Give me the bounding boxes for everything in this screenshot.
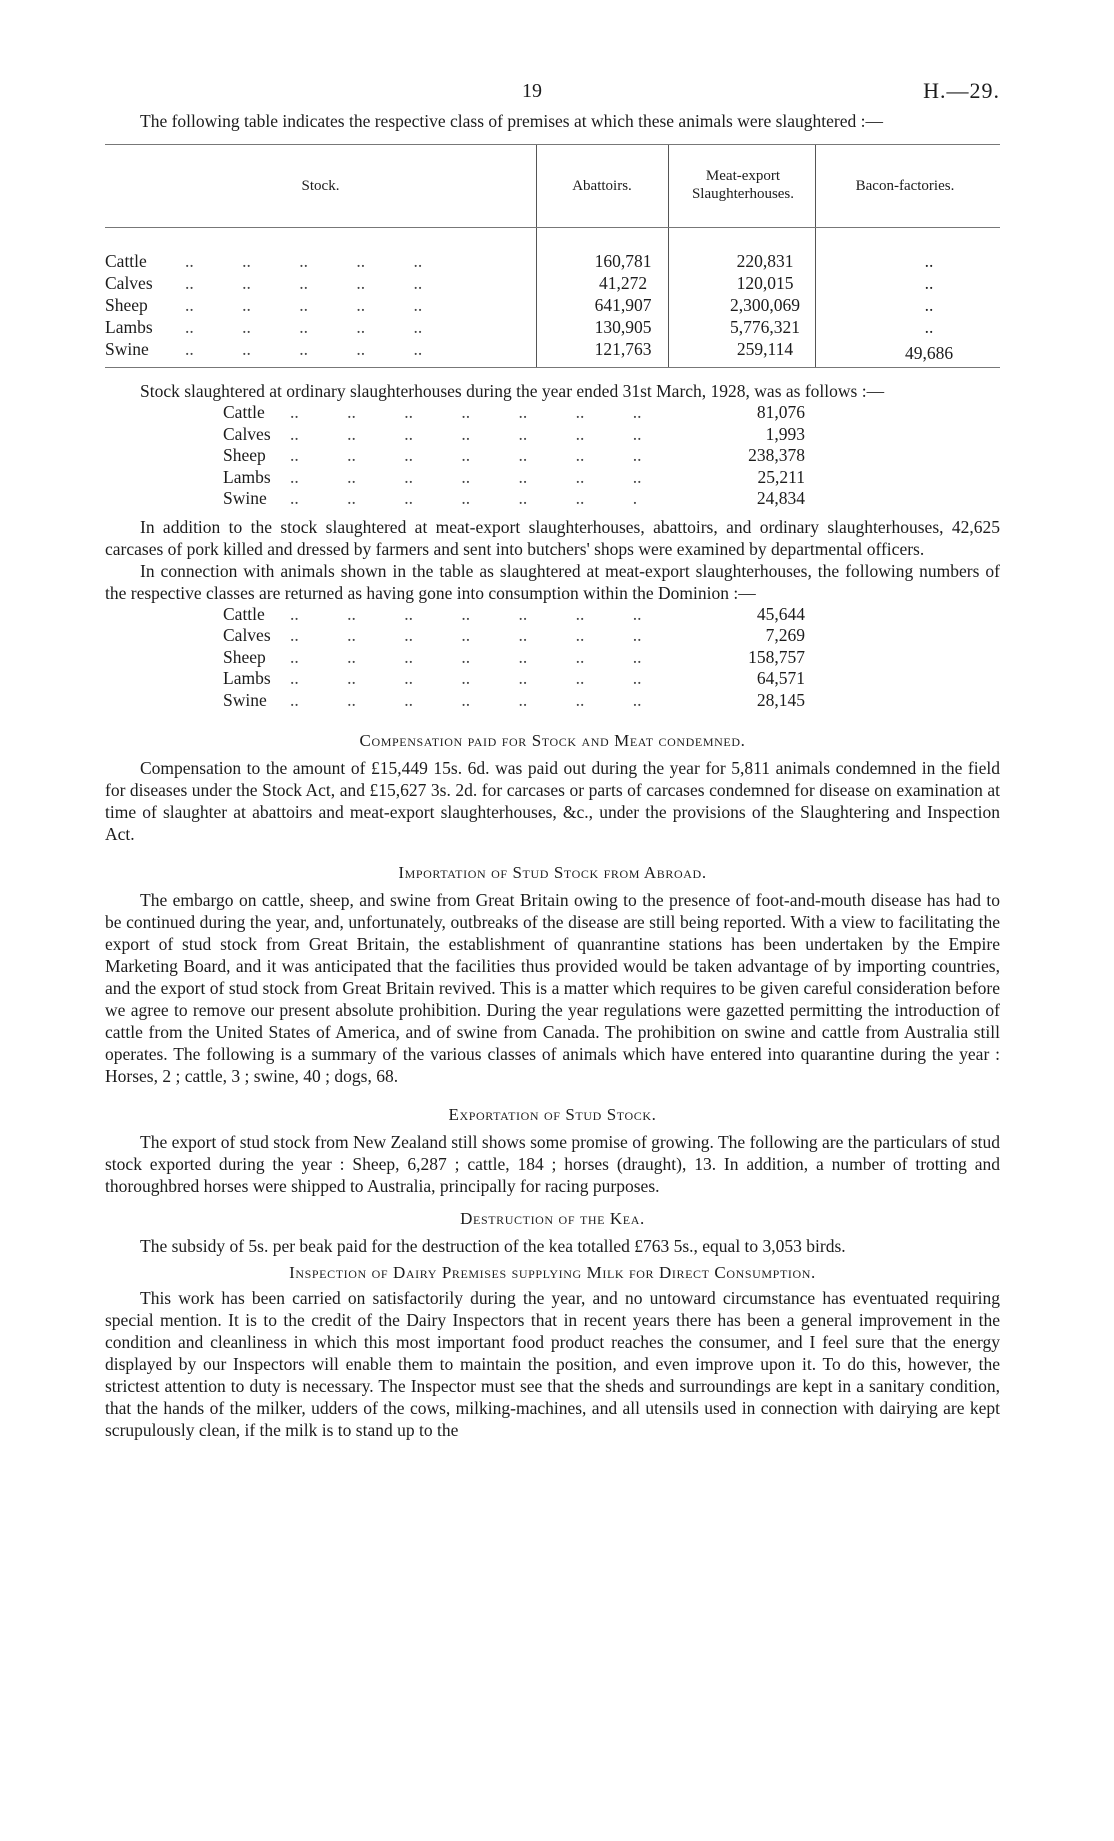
list-item: Cattle .. .. .. .. .. .. .. 45,644 <box>223 603 805 624</box>
section-text-kea: The subsidy of 5s. per beak paid for the destruction of the kea totalled £763 5s., equal to 3,053 birds. <box>140 1236 846 1256</box>
list-item: Sheep .. .. .. .. .. .. .. 238,378 <box>223 445 805 465</box>
list-item: Swine .. .. .. .. .. .. . 24,834 <box>223 488 805 508</box>
consumption-list <box>223 604 805 712</box>
list-item: Cattle .. .. .. .. .. .. .. 81,076 <box>223 402 805 422</box>
table-intro: The following table indicates the respective class of premises at which these animals were slaughtered :— <box>140 111 884 131</box>
page-header <box>105 0 1000 110</box>
ordinary-slaughter-intro: Stock slaughtered at ordinary slaughterhouses during the year ended 31st March, 1928, was as follows :— <box>140 381 885 401</box>
list-item: Calves .. .. .. .. .. .. .. 1,993 <box>223 423 805 444</box>
section-heading-exportation: Exportation of Stud Stock. <box>448 1105 657 1124</box>
list-item: Lambs .. .. .. .. .. .. .. 25,211 <box>223 466 805 487</box>
ordinary-slaughter-list <box>223 402 805 510</box>
section-heading-dairy: Inspection of Dairy Premises supplying Milk for Direct Consumption. <box>289 1263 816 1282</box>
section-heading-compensation: Compensation paid for Stock and Meat condemned. <box>359 731 746 750</box>
document-reference: H.—29. <box>923 78 1000 103</box>
col-header-stock: Stock. <box>301 178 340 194</box>
page-number: 19 <box>522 80 542 102</box>
table-row: Calves .. .. .. .. .. 41,272 120,015 .. <box>105 273 934 293</box>
col-header-bacon: Bacon-factories. <box>855 178 955 194</box>
list-item: Sheep .. .. .. .. .. .. .. 158,757 <box>223 646 805 667</box>
section-text-importation: The embargo on cattle, sheep, and swine from Great Britain owing to the presence of foot-and-mouth disease has had to be continued during the year, and, unfortunately, outbreaks of the disease are still being reported. With a view to facilitating the export of stud stock from Great Britain, the establishment of quanrantine stations has been undertaken by the Empire Marketing Board, and it was anticipated that the facilities thus provided would be taken advantage of by importing countries, and the export of stud stock from Great Britain revived. This is a matter which requires to be given careful consideration before we agree to remove our present absolute prohibition. During the year regulations were gazetted permitting the introduction of cattle from the United States of America, and of swine from Canada. The prohibition on swine and cattle from Australia still operates. The following is a summary of the various classes of animals which have entered into quarantine during the year : Horses, 2 ; cattle, 3 ; swine, 40 ; dogs, 68. <box>105 890 1000 1086</box>
pork-paragraph: In addition to the stock slaughtered at meat-export slaughterhouses, abattoirs, and ordinary slaughterhouses, 42,625 carcases of pork killed and dressed by farmers and sent into butchers' shops were examined by departmental officers. <box>105 516 1000 559</box>
list-item: Calves .. .. .. .. .. .. .. 7,269 <box>223 625 805 645</box>
col-header-meat-export: Meat-export Slaughterhouses. <box>691 168 795 202</box>
consumption-paragraph: In connection with animals shown in the table as slaughtered at meat-export slaughterhouses, the following numbers of the respective classes are returned as having gone into consumption within the Dominion :— <box>105 560 1000 603</box>
slaughter-premises-table <box>105 144 1000 368</box>
list-item: Swine .. .. .. .. .. .. .. 28,145 <box>223 689 805 710</box>
table-row: Lambs .. .. .. .. .. 130,905 5,776,321 .. <box>105 317 934 337</box>
section-text-dairy: This work has been carried on satisfactorily during the year, and no untoward circumstance has eventuated requiring special mention. It is to the credit of the Dairy Inspectors that in recent years there has been a general improvement in the condition and cleanliness in which this most important food product reaches the consumer, and I feel sure that the energy displayed by our Inspectors will enable them to maintain the position, and even improve upon it. To do this, however, the strictest attention to duty is necessary. The Inspector must see that the sheds and surroundings are kept in a sanitary condition, that the hands of the milker, udders of the cows, milking-machines, and all utensils used in connection with dairying are kept scrupulously clean, if the milk is to stand up to the <box>105 1288 1000 1440</box>
section-text-compensation: Compensation to the amount of £15,449 15s. 6d. was paid out during the year for 5,811 animals condemned in the field for diseases under the Stock Act, and £15,627 3s. 2d. for carcases or parts of carcases condemned for disease on examination at time of slaughter at abattoirs and meat-export slaughterhouses, &c., under the provisions of the Slaughtering and Inspection Act. <box>105 758 1000 844</box>
table-row: Cattle .. .. .. .. .. 160,781 220,831 .. <box>105 251 934 271</box>
document-page <box>105 0 1000 1441</box>
table-row: Sheep .. .. .. .. .. 641,907 2,300,069 .. <box>105 295 934 315</box>
col-header-abattoirs: Abattoirs. <box>572 178 632 194</box>
table-row: Swine .. .. .. .. .. 121,763 259,114 49,686 <box>105 339 954 363</box>
list-item: Lambs .. .. .. .. .. .. .. 64,571 <box>223 668 805 688</box>
section-heading-importation: Importation of Stud Stock from Abroad. <box>398 863 707 882</box>
section-heading-kea: Destruction of the Kea. <box>460 1209 645 1228</box>
section-text-exportation: The export of stud stock from New Zealand still shows some promise of growing. The following are the particulars of stud stock exported during the year : Sheep, 6,287 ; cattle, 184 ; horses (draught), 13. In addition, a number of trotting and thoroughbred horses were shipped to Australia, principally for racing purposes. <box>105 1132 1000 1196</box>
